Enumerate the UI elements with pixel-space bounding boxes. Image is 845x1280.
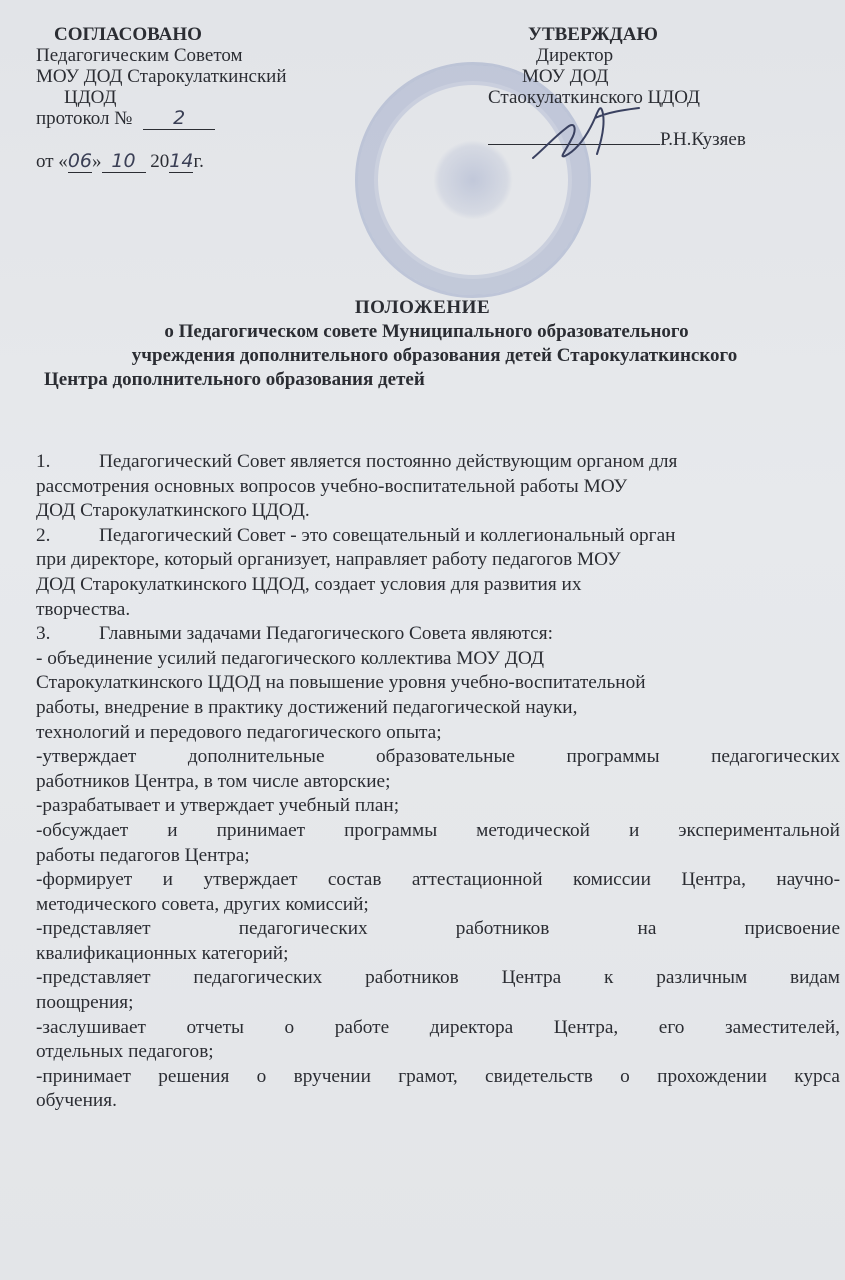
protocol-line — [36, 108, 287, 130]
paragraph-2 — [36, 524, 840, 549]
list-item-line: -принимает решения о вручении грамот, свидетельств о прохождении курса — [36, 1065, 840, 1087]
list-item-line: -разрабатывает и утверждает учебный план; — [36, 795, 400, 817]
list-item-line: - объединение усилий педагогического коллектива МОУ ДОД — [36, 647, 544, 669]
council-line: Педагогическим Советом — [36, 45, 243, 66]
text-line: Главными задачами Педагогического Совета являются: — [99, 623, 553, 645]
protocol-label: протокол № — [36, 108, 133, 129]
list-item-line: технологий и передового педагогического опыта; — [36, 721, 442, 743]
list-item-line: обучения. — [36, 1090, 117, 1112]
list-item-line: работы, внедрение в практику достижений педагогической науки, — [36, 696, 578, 718]
list-item-line: методического совета, других комиссий; — [36, 893, 369, 915]
text-line: при директоре, который организует, направляет работу педагогов МОУ — [36, 549, 621, 571]
text-line: ДОД Старокулаткинского ЦДОД. — [36, 500, 310, 522]
text-line: Педагогический Совет является постоянно действующим органом для — [99, 451, 678, 472]
paragraph-1 — [36, 450, 840, 475]
list-item-line: Старокулаткинского ЦДОД на повышение уровня учебно-воспитательной — [36, 672, 646, 694]
text-line: Педагогический Совет - это совещательный и коллегиональный орган — [99, 524, 676, 546]
director-title: Директор — [536, 45, 614, 66]
paragraph-number: 3. — [36, 623, 51, 645]
date-month: 10 — [111, 150, 136, 172]
director-center-name: Стаокулаткинского ЦДОД — [488, 87, 700, 108]
list-item-line: -утверждает дополнительные образовательные программы педагогических — [36, 746, 840, 768]
list-item-line: -обсуждает и принимает программы методической и экспериментальной — [36, 819, 840, 841]
paragraph-3 — [36, 622, 840, 647]
text-line: рассмотрения основных вопросов учебно-воспитательной работы МОУ — [36, 475, 628, 497]
title-line-2: о Педагогическом совете Муниципального образовательного — [164, 321, 689, 342]
title-main: ПОЛОЖЕНИЕ — [354, 297, 491, 318]
date-suffix: г. — [193, 151, 204, 172]
signer-name: Р.Н.Кузяев — [660, 129, 746, 150]
list-item-line: -представляет педагогических работников на присвоение — [36, 918, 840, 940]
list-item-line: -формирует и утверждает состав аттестационной комиссии Центра, научно- — [36, 869, 840, 891]
list-item-line: работников Центра, в том числе авторские; — [36, 770, 391, 792]
approved-by-council-block — [36, 24, 287, 173]
date-mid: » — [92, 151, 102, 172]
emblem-icon — [433, 140, 513, 220]
text-line: ДОД Старокулаткинского ЦДОД, создает условия для развития их — [36, 573, 582, 595]
institution-abbr-line: ЦДОД — [64, 87, 117, 108]
list-item-line: -заслушивает отчеты о работе директора Центра, его заместителей, — [36, 1016, 840, 1038]
title-line-4: Центра дополнительного образования детей — [44, 369, 425, 390]
date-prefix: от « — [36, 151, 68, 172]
date-line — [36, 151, 287, 173]
document-title — [0, 296, 845, 392]
date-day: 06 — [67, 150, 92, 172]
list-item-line: поощрения; — [36, 992, 134, 1014]
paragraph-number: 2. — [36, 524, 51, 546]
list-item-line: -представляет педагогических работников Центра к различным видам — [36, 967, 840, 989]
text-line: творчества. — [36, 598, 131, 620]
date-year-prefix: 20 — [145, 151, 170, 172]
document-body — [36, 450, 840, 1114]
approved-heading: СОГЛАСОВАНО — [54, 24, 202, 45]
list-item-line: отдельных педагогов; — [36, 1041, 214, 1063]
handwritten-signature — [525, 96, 645, 176]
list-item-line: квалификационных категорий; — [36, 942, 289, 964]
institution-line: МОУ ДОД Старокулаткинский — [36, 66, 287, 87]
date-year: 14 — [169, 150, 194, 172]
protocol-number: 2 — [173, 107, 186, 129]
director-institution: МОУ ДОД — [522, 66, 609, 87]
title-line-3: учреждения дополнительного образования детей Старокулаткинского — [131, 345, 738, 366]
paragraph-number: 1. — [36, 451, 51, 472]
director-approve-heading: УТВЕРЖДАЮ — [528, 24, 658, 45]
list-item-line: работы педагогов Центра; — [36, 844, 250, 866]
